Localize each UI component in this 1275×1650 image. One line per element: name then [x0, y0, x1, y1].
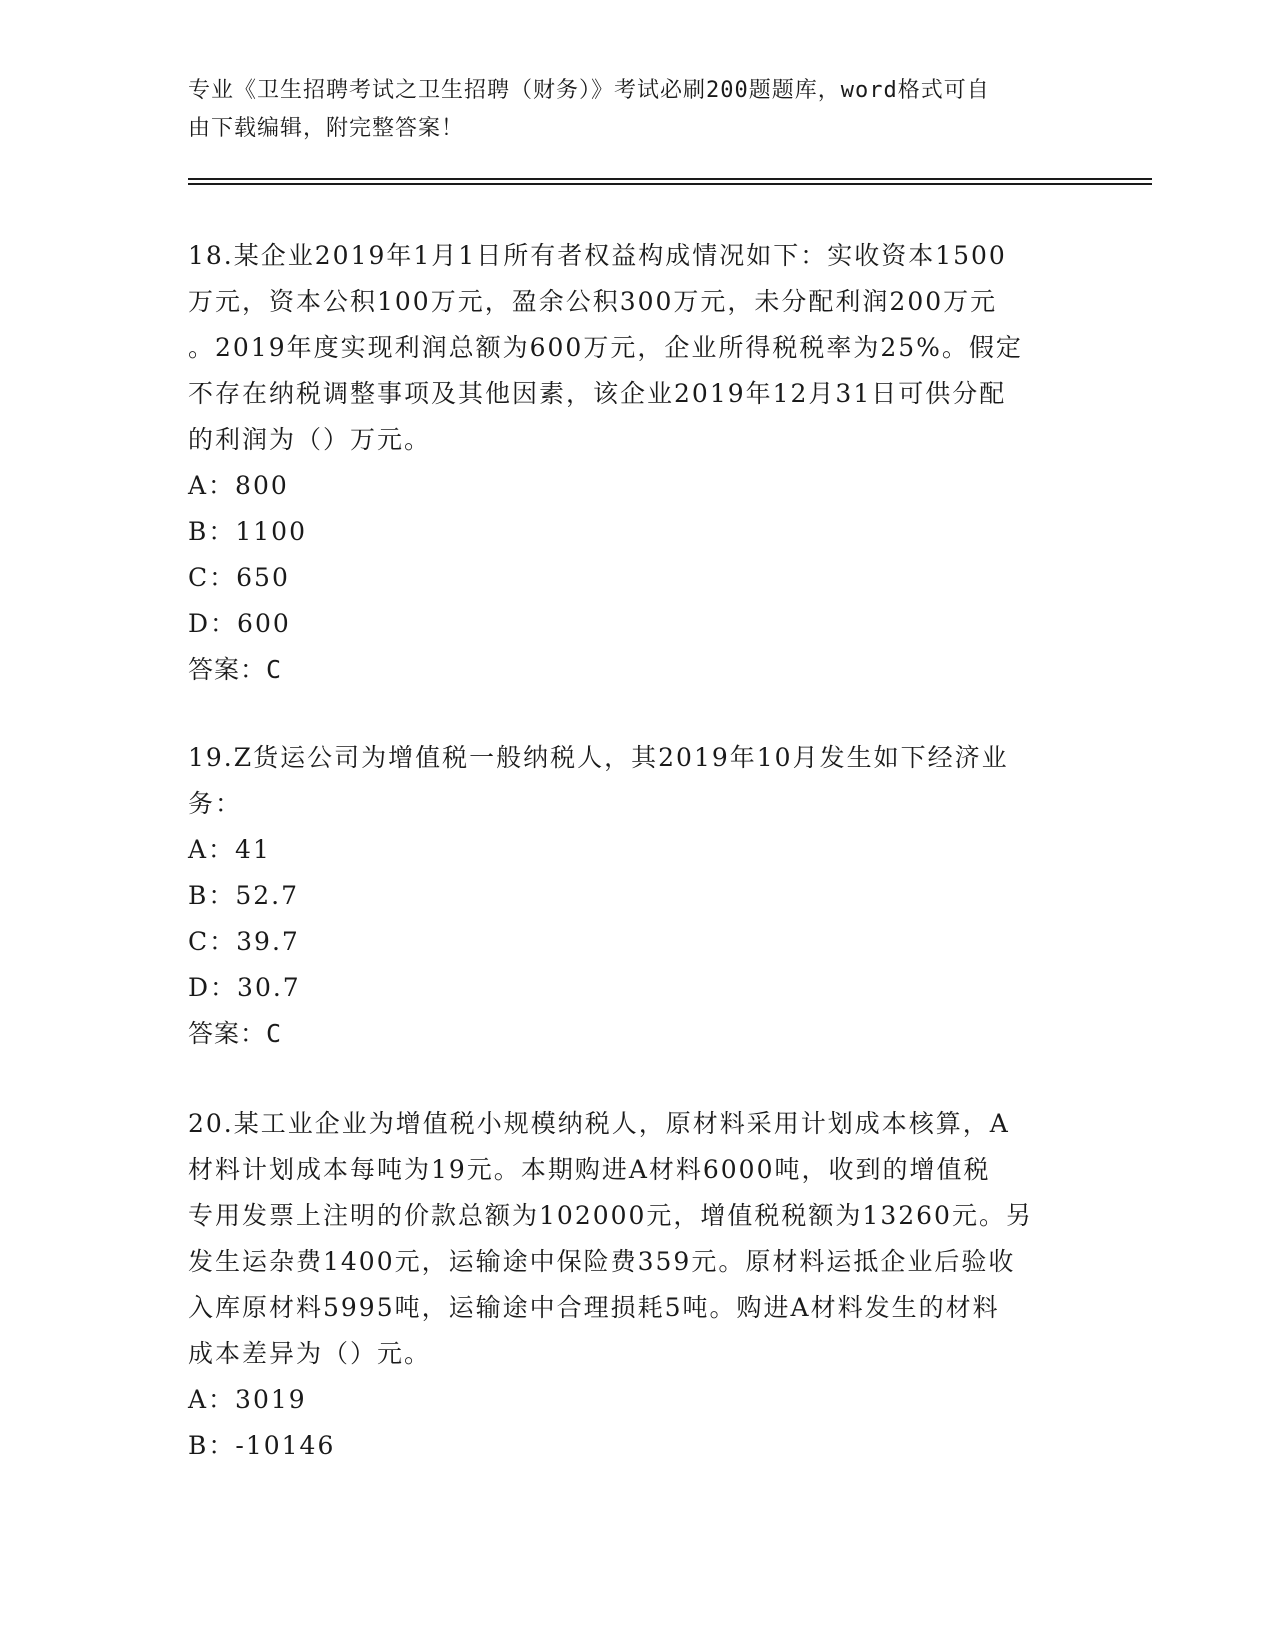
document-header [188, 72, 1068, 148]
question-line: 成本差异为（）元。 [188, 1339, 432, 1368]
question-line: 发生运杂费1400元，运输途中保险费359元。原材料运抵企业后验收 [188, 1247, 1016, 1276]
question-line: 万元，资本公积100万元，盈余公积300万元，未分配利润200万元 [188, 287, 998, 316]
question-line: 入库原材料5995吨，运输途中合理损耗5吨。购进A材料发生的材料 [188, 1293, 1000, 1322]
question-line: 。2019年度实现利润总额为600万元，企业所得税税率为25%。假定 [188, 333, 1023, 362]
question-line: 专用发票上注明的价款总额为102000元，增值税税额为13260元。另 [188, 1201, 1033, 1230]
option-b: B：-10146 [188, 1431, 336, 1460]
option-b: B：1100 [188, 517, 307, 546]
question-line: 的利润为（）万元。 [188, 425, 432, 454]
answer: 答案：C [188, 655, 283, 684]
option-b: B：52.7 [188, 881, 300, 910]
question-19 [188, 735, 1068, 1057]
question-line: 务： [188, 789, 243, 818]
option-a: A：41 [188, 835, 271, 864]
question-line: 不存在纳税调整事项及其他因素，该企业2019年12月31日可供分配 [188, 379, 1007, 408]
question-line: 20.某工业企业为增值税小规模纳税人，原材料采用计划成本核算，A [188, 1109, 1010, 1138]
question-line: 材料计划成本每吨为19元。本期购进A材料6000吨，收到的增值税 [188, 1155, 991, 1184]
option-a: A：800 [188, 471, 289, 500]
header-line-1: 专业《卫生招聘考试之卫生招聘（财务）》考试必刷200题题库，word格式可自 [188, 78, 990, 103]
answer: 答案：C [188, 1019, 283, 1048]
question-20 [188, 1101, 1068, 1469]
option-d: D：600 [188, 609, 291, 638]
option-a: A：3019 [188, 1385, 307, 1414]
question-line: 18.某企业2019年1月1日所有者权益构成情况如下：实收资本1500 [188, 241, 1007, 270]
header-line-2: 由下载编辑，附完整答案！ [188, 116, 465, 141]
option-c: C：39.7 [188, 927, 300, 956]
option-c: C：650 [188, 563, 290, 592]
header-divider-top [188, 178, 1152, 180]
header-divider-bottom [188, 183, 1152, 185]
question-line: 19.Z货运公司为增值税一般纳税人，其2019年10月发生如下经济业 [188, 743, 1009, 772]
option-d: D：30.7 [188, 973, 301, 1002]
question-18 [188, 233, 1068, 693]
